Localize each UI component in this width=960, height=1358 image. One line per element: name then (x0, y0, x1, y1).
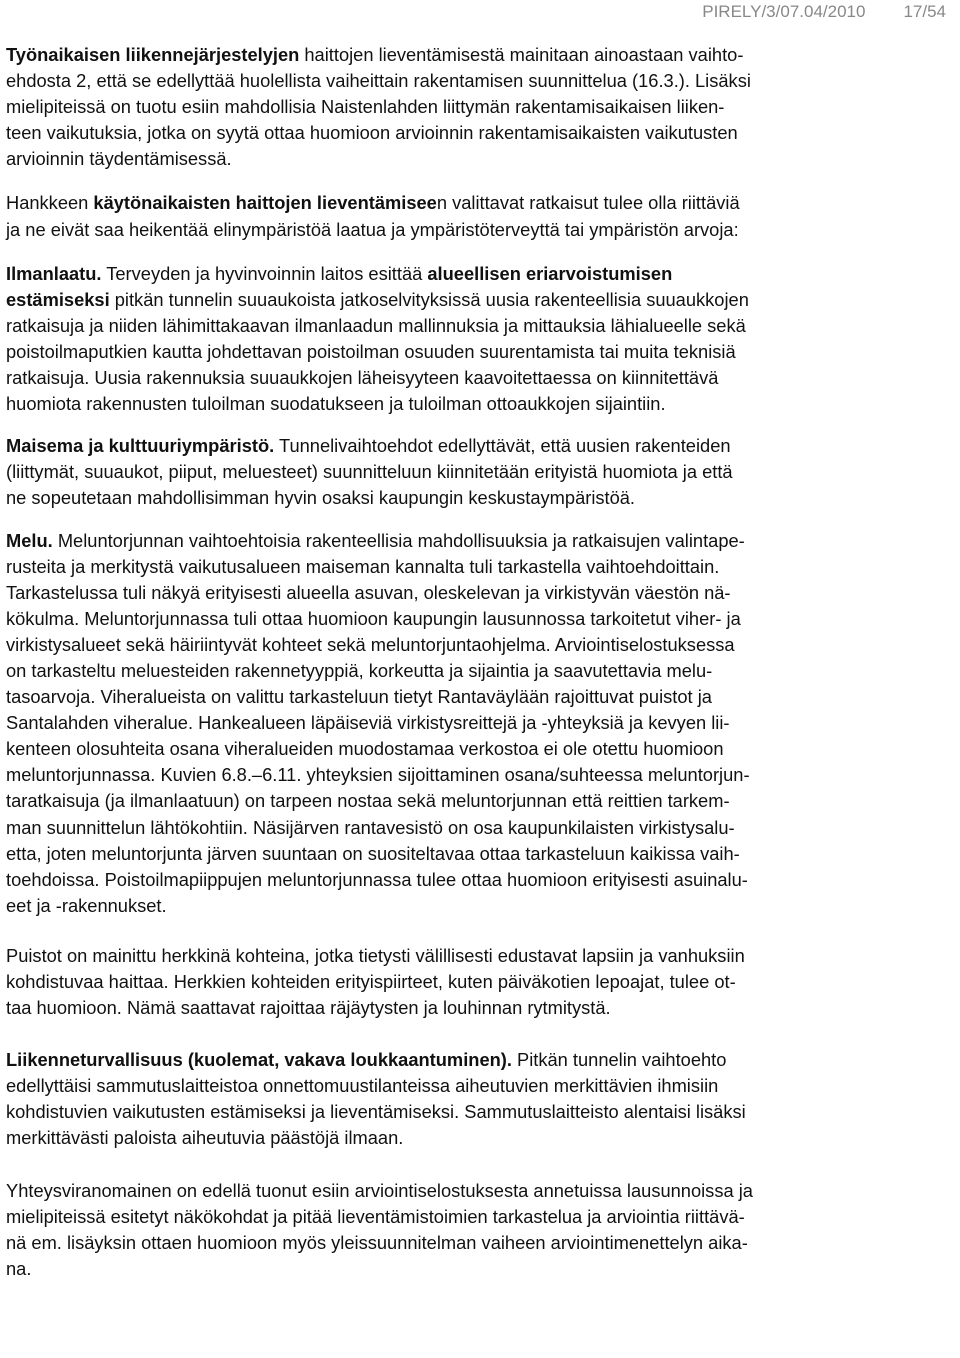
text-line: meluntorjunnassa. Kuvien 6.8.–6.11. yhteyksien sijoittaminen osana/suhteessa meluntorjun- (6, 764, 750, 786)
page-header (702, 2, 946, 22)
section-heading-noise: Melu. (6, 529, 53, 551)
text-line: kohdistuvien vaikutusten estämiseksi ja lieventämiseksi. Sammutuslaitteisto alentaisi lisäksi (6, 1101, 746, 1123)
text-line: virkistysalueet sekä häiriintyvät kohteet sekä meluntorjuntaohjelma. Arviointiselostuksessa (6, 633, 735, 655)
paragraph-operational-mitigation (6, 190, 956, 242)
text-line: tasoarvoja. Viheralueista on valittu tarkasteluun tietyt Rantaväylään rajoittuvat puistot ja (6, 686, 712, 708)
text-line: rusteita ja merkitystä vaikutusalueen maiseman kannalta tuli tarkastella vaihtoehdoittain. (6, 555, 720, 577)
text-line: ja ne eivät saa heikentää elinympäristöä laatua ja ympäristöterveyttä tai ympäristön arvoja: (6, 218, 739, 240)
bold-phrase: käytönaikaisten haittojen lieventämisee (93, 192, 437, 214)
text-line: taratkaisuja (ja ilmanlaatuun) on tarpeen nostaa sekä meluntorjunnan että reittien tarkem- (6, 790, 730, 812)
text-line: ratkaisuja ja niiden lähimittakaavan ilmanlaadun mallinnuksia ja mittauksia lähialueelle sekä (6, 314, 746, 336)
bold-phrase: alueellisen eriarvoistumisen (427, 262, 673, 284)
text-line: Melu. Meluntorjunnan vaihtoehtoisia rakenteellisia mahdollisuuksia ja ratkaisujen valintape- (6, 529, 745, 551)
paragraph-landscape (6, 433, 956, 511)
text-line: Yhteysviranomainen on edellä tuonut esiin arviointiselostuksesta annetuissa lausunnoissa ja (6, 1179, 753, 1201)
text-line: Maisema ja kulttuuriympäristö. Tunnelivaihtoehdot edellyttävät, että uusien rakenteiden (6, 435, 731, 457)
text-line: mielipiteissä esitetyt näkökohdat ja pitää lieventämistoimien tarkastelua ja arviointia riittävä- (6, 1205, 745, 1227)
text-line: mielipiteissä on tuotu esiin mahdollisia Naistenlahden liittymän rakentamisaikaisen liiken- (6, 96, 725, 118)
text-line: etta, joten meluntorjunta järven suuntaan on suositeltavaa ottaa tarkasteluun kaikissa vaih- (6, 842, 740, 864)
text-line: huomiota rakennusten tuloilman suodatukseen ja tuloilman ottoaukkojen sijaintiin. (6, 393, 666, 415)
paragraph-traffic-arrangements (6, 42, 956, 172)
text-line: ehdosta 2, että se edellyttää huolellista vaiheittain rakentamisen suunnittelua (16.3.). Lisäksi (6, 70, 751, 92)
text-line: on tarkasteltu meluesteiden rakennetyyppiä, korkeutta ja sijaintia ja saavutettavia melu- (6, 659, 713, 681)
text-line: Tarkastelussa tuli näkyä erityisesti alueella asuvan, oleskelevan ja virkistyvän väestön nä- (6, 581, 731, 603)
text-line: teen vaikutuksia, jotka on syytä ottaa huomioon arvioinnin rakentamisaikaisten vaikutusten (6, 122, 738, 144)
text-line: Ilmanlaatu. Terveyden ja hyvinvoinnin laitos esittää alueellisen eriarvoistumisen (6, 262, 673, 284)
text-line: Santalahden viheralue. Hankealueen läpäiseviä virkistysreittejä ja -yhteyksiä ja kevyen lii- (6, 712, 730, 734)
page-number: 17/54 (903, 2, 946, 21)
text-line: (liittymät, suuaukot, piiput, meluesteet) suunnitteluun kiinnitetään erityistä huomiota ja että (6, 461, 733, 483)
text-line: Liikenneturvallisuus (kuolemat, vakava loukkaantuminen). Pitkän tunnelin vaihtoehto (6, 1049, 727, 1071)
section-heading-landscape: Maisema ja kulttuuriympäristö. (6, 435, 275, 457)
text-line: estämiseksi pitkän tunnelin suuaukoista jatkoselvityksissä uusia rakenteellisia suuaukkojen (6, 288, 749, 310)
text-line: eet ja -rakennukset. (6, 894, 167, 916)
text-line: arvioinnin täydentämisessä. (6, 148, 232, 170)
text-line: Puistot on mainittu herkkinä kohteina, jotka tietysti välillisesti edustavat lapsiin ja vanhuksiin (6, 944, 745, 966)
text-line: kohdistuvaa haittaa. Herkkien kohteiden erityispiirteet, kuten päiväkotien lepoajat, tulee ot- (6, 971, 736, 992)
text-line: Työnaikaisen liikennejärjestelyjen haittojen lieventämisestä mainitaan ainoastaan vaihto- (6, 44, 744, 65)
text-line: man suunnittelun lähtökohtiin. Näsijärven rantavesistö on osa kaupunkilaisten virkistysalu- (6, 816, 735, 838)
section-heading-air-quality: Ilmanlaatu. (6, 262, 102, 284)
text-line: ne sopeutetaan mahdollisimman hyvin osaksi kaupungin keskustaympäristöä. (6, 487, 636, 509)
text-line: nä em. lisäyksin ottaen huomioon myös yleissuunnitelman vaiheen arviointimenettelyn aika- (6, 1231, 748, 1253)
text-line: kökulma. Meluntorjunnassa tuli ottaa huomioon kaupungin lausunnossa tarkoitetut viher- ja (6, 607, 741, 629)
text-line: toehdoissa. Poistoilmapiippujen meluntorjunnassa tulee ottaa huomioon erityisesti asuinalu- (6, 868, 748, 890)
text-line: edellyttäisi sammutuslaitteistoa onnettomuustilanteissa aiheutuvien merkittävien ihmisiin (6, 1075, 719, 1097)
paragraph-air-quality (6, 261, 956, 418)
bold-phrase: estämiseksi (6, 288, 110, 310)
section-heading-traffic-safety: Liikenneturvallisuus (kuolemat, vakava loukkaantuminen). (6, 1049, 512, 1071)
text-line: poistoilmaputkien kautta johdettavan poistoilman osuuden suurentamista tai muita teknisiä (6, 340, 736, 362)
document-body (6, 42, 956, 1282)
paragraph-noise (6, 528, 956, 919)
paragraph-authority-conclusion (6, 1178, 956, 1282)
paragraph-sensitive-sites (6, 943, 956, 1021)
paragraph-traffic-safety (6, 1047, 956, 1151)
document-reference: PIRELY/3/07.04/2010 (702, 2, 866, 21)
text-line: Hankkeen käytönaikaisten haittojen lieventämiseen valittavat ratkaisut tulee olla riittäviä (6, 192, 740, 214)
text-line: merkittävästi paloista aiheutuvia päästöjä ilmaan. (6, 1127, 404, 1149)
text-line: na. (6, 1257, 32, 1279)
text-line: ratkaisuja. Uusia rakennuksia suuaukkojen läheisyyteen kaavoitettaessa on kiinnitettävä (6, 367, 719, 389)
bold-lead: Työnaikaisen liikennejärjestelyjen (6, 44, 300, 65)
text-line: kenteen olosuhteita osana viheralueiden muodostamaa verkostoa ei ole otettu huomioon (6, 738, 724, 760)
text-line: taa huomioon. Nämä saattavat rajoittaa räjäytysten ja louhinnan rytmitystä. (6, 997, 611, 1019)
